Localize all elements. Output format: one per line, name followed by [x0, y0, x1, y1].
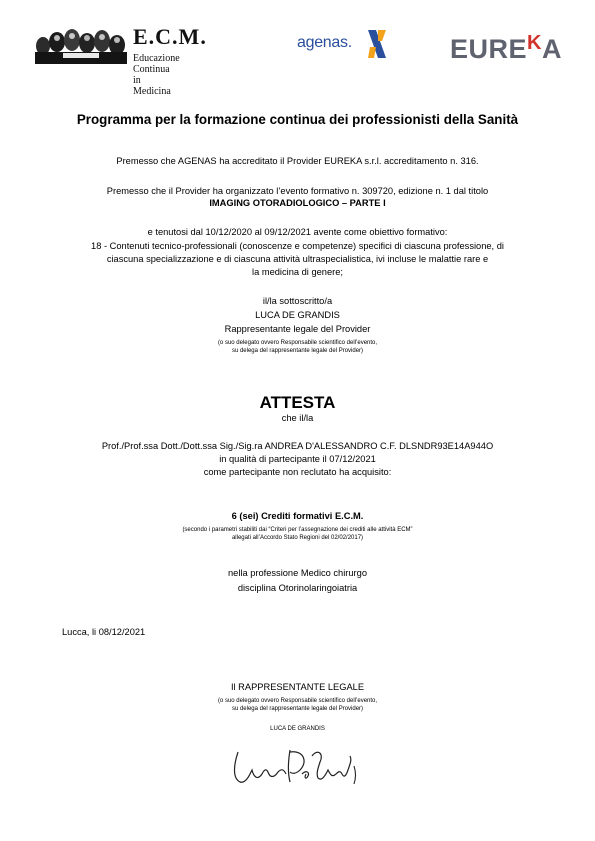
delegate-note: (o suo delegato ovvero Responsabile scientifico dell’evento,: [217, 340, 378, 346]
agenas-logo-text: agenas.: [297, 34, 352, 51]
event-title: IMAGING OTORADIOLOGICO – PARTE I: [209, 198, 386, 208]
representative-role: Rappresentante legale del Provider: [224, 324, 371, 334]
place-date: Lucca, li 08/12/2021: [62, 627, 146, 637]
participant-line: Prof./Prof.ssa Dott./Dott.ssa Sig./Sig.ra ANDREA D'ALESSANDRO C.F. DLSNDR93E14A944O: [101, 441, 494, 451]
ecm-logo-subtitle: Educazione Continua in Medicina: [133, 53, 180, 97]
ecm-logo-photo-icon: [33, 26, 129, 64]
representative-name: LUCA DE GRANDIS: [255, 310, 340, 320]
document-title: Programma per la formazione continua dei professionisti della Sanità: [76, 112, 519, 127]
objective-line: ciascuna specializzazione e di ciascuna attività ultraspecialistica, ivi incluse le malattie rare e: [106, 254, 489, 264]
profession: nella professione Medico chirurgo: [227, 568, 367, 578]
signature-note: su delega del rappresentante legale del Provider): [231, 706, 364, 712]
eureka-logo-prefix: EURE: [450, 34, 528, 64]
delegate-note: su delega del rappresentante legale del Provider): [231, 348, 364, 354]
premise-agenas: Premesso che AGENAS ha accreditato il Provider EUREKA s.r.l. accreditamento n. 316.: [116, 156, 479, 166]
objective-line: 18 - Contenuti tecnico-professionali (conoscenze e competenze) specifici di ciascuna professione, di: [91, 241, 504, 251]
signature-note: (o suo delegato ovvero Responsabile scientifico dell’evento,: [217, 698, 378, 704]
credits-note: allegati all’Accordo Stato Regioni del 02/02/2017): [231, 535, 364, 541]
participation-date-line: in qualità di partecipante il 07/12/2021: [219, 454, 376, 464]
eureka-logo-k: K: [527, 32, 542, 54]
signature-name: LUCA DE GRANDIS: [270, 726, 325, 732]
objective-line: la medicina di genere;: [252, 267, 343, 277]
attesta-heading: ATTESTA: [259, 393, 336, 412]
attesta-sub: che il/la: [281, 413, 314, 423]
signature-heading: Il RAPPRESENTANTE LEGALE: [230, 682, 365, 692]
eureka-logo-suffix: A: [541, 34, 562, 64]
dates-line: e tenutosi dal 10/12/2020 al 09/12/2021 avente come obiettivo formativo:: [147, 227, 448, 237]
agenas-logo-icon: [366, 28, 388, 60]
undersigned-label: il/la sottoscritto/a: [262, 296, 333, 306]
premise-provider: Premesso che il Provider ha organizzato l’evento formativo n. 309720, edizione n. 1 dal titolo: [106, 186, 489, 196]
credits-note: (secondo i parametri stabiliti dai “Criteri per l’assegnazione dei crediti alle attività ECM”: [182, 527, 413, 533]
ecm-logo-title: E.C.M.: [133, 24, 207, 49]
discipline: disciplina Otorinolaringoiatria: [237, 583, 358, 593]
credits: 6 (sei) Crediti formativi E.C.M.: [231, 511, 364, 521]
non-recruited-line: come partecipante non reclutato ha acquisito:: [203, 467, 392, 477]
handwritten-signature-icon: [228, 744, 368, 788]
eureka-logo: [450, 34, 562, 65]
